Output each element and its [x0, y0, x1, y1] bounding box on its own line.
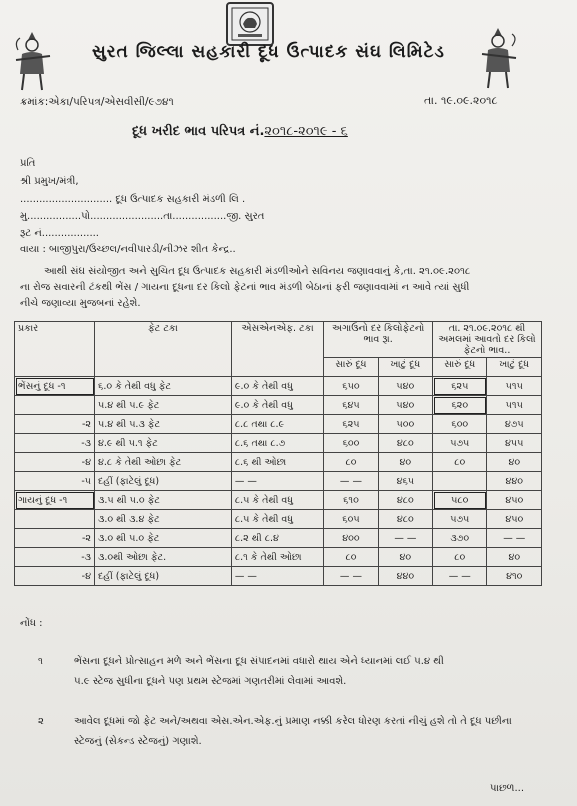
cell-old-sour: ૫૦૦: [378, 415, 432, 434]
cell-type: -૩: [15, 548, 95, 567]
header-old-rate: અગાઉનો દર કિલોફેટનો ભાવ રૂા.: [324, 322, 433, 358]
cell-type: ગાયનું દૂધ -૧: [15, 491, 95, 510]
table-row: [15, 434, 542, 453]
cell-old-good: ૬૫૦: [324, 377, 378, 396]
notes-heading: નોંધ :: [20, 618, 43, 629]
header-type: પ્રકાર: [15, 322, 95, 377]
cell-snf: ૮.૨ થી ૮.૪: [231, 529, 323, 548]
cell-old-sour: ૪૦: [378, 453, 432, 472]
cell-old-good: ૬૨૫: [324, 415, 378, 434]
cell-snf: — —: [231, 472, 323, 491]
cell-new-sour: ૪૪૦: [487, 472, 542, 491]
cell-fat: ૩.૦થી ઓછા ફેટ.: [95, 548, 232, 567]
cell-fat: ૬.૦ કે તેથી વધુ ફેટ: [95, 377, 232, 396]
cell-type: [15, 510, 95, 529]
cell-old-sour: ૫૪૦: [378, 377, 432, 396]
cell-snf: ૮.૬ થી ઓછા: [231, 453, 323, 472]
intro-paragraph: [20, 264, 560, 312]
header-snf: એસએનએફ. ટકા: [231, 322, 323, 377]
cell-type: -૫: [15, 472, 95, 491]
cell-type: [15, 396, 95, 415]
cell-new-good: ૫૮૦: [433, 491, 487, 510]
cell-new-good: ૮૦: [433, 548, 487, 567]
cell-fat: દહીં (ફાટેલું દૂધ): [95, 567, 232, 586]
address-place: મુ.................પો.......................તા.................જી. સુરત: [20, 211, 265, 222]
cell-new-sour: ૪૫૫: [487, 434, 542, 453]
cell-old-sour: ૪૮૦: [378, 510, 432, 529]
cell-snf: ૮.૫ કે તેથી વધુ: [231, 491, 323, 510]
cell-new-good: ૩૭૦: [433, 529, 487, 548]
cell-snf: ૯.૦ કે તેથી વધુ: [231, 396, 323, 415]
cell-snf: ૮.૬ તથા ૮.૭: [231, 434, 323, 453]
cell-fat: ૫.૪ થી ૫.૯ ફેટ: [95, 396, 232, 415]
org-name: સુરત જિલ્લા સહકારી દૂધ ઉત્પાદક સંઘ લિમિટેડ: [92, 42, 445, 62]
cell-old-good: — —: [324, 472, 378, 491]
cell-old-good: — —: [324, 567, 378, 586]
cell-new-sour: ૪૦: [487, 548, 542, 567]
cell-type: ભેંસનું દૂધ -૧: [15, 377, 95, 396]
document-title: [132, 124, 348, 139]
table-row: [15, 529, 542, 548]
table-header-row: [15, 322, 542, 358]
krishna-logo-right-icon: [476, 26, 520, 90]
cell-type: -૪: [15, 567, 95, 586]
cell-new-good: [433, 472, 487, 491]
table-row: [15, 396, 542, 415]
cell-type: -૨: [15, 415, 95, 434]
cell-fat: ૩.૦ થી ૩.૪ ફેટ: [95, 510, 232, 529]
cell-old-good: ૪૦૦: [324, 529, 378, 548]
cell-old-good: ૮૦: [324, 548, 378, 567]
note-2: [38, 712, 558, 752]
cell-new-sour: — —: [487, 529, 542, 548]
cell-type: -૪: [15, 453, 95, 472]
cell-old-sour: ૪૦: [378, 548, 432, 567]
cell-new-sour: ૪૫૦: [487, 491, 542, 510]
continued-marker: પાછળ...: [490, 783, 525, 794]
header-old-sour: ખાટું દૂધ: [378, 358, 432, 377]
cell-snf: — —: [231, 567, 323, 586]
address-via: વાયા : બાજીપુરા/ઉચ્છલ/નવીપારડી/નીઝર શીત કેન્દ્ર..: [20, 244, 236, 255]
table-row: [15, 415, 542, 434]
cell-new-sour: ૪૭૫: [487, 415, 542, 434]
note-text: ૫.૯ સ્ટેજ સુધીના દૂધને પણ પ્રથમ સ્ટેજમાં ગણતરીમાં લેવામાં આવશે.: [74, 676, 347, 687]
cell-snf: ૯.૦ કે તેથી વધુ: [231, 377, 323, 396]
cell-fat: ૫.૪ થી ૫.૩ ફેટ: [95, 415, 232, 434]
note-number: ૨: [38, 716, 44, 727]
cell-old-good: ૬૦૫: [324, 510, 378, 529]
cell-new-sour: ૪૫૦: [487, 510, 542, 529]
table-row: [15, 453, 542, 472]
cell-new-sour: ૫૧૫: [487, 396, 542, 415]
cell-old-sour: ૫૪૦: [378, 396, 432, 415]
cell-snf: ૮.૧ કે તેથી ઓછા: [231, 548, 323, 567]
note-text: ભેંસના દૂધને પ્રોત્સાહન મળે અને ભેંસના દૂધ સંપાદનમાં વધારો થાય એને ધ્યાનમાં લઈ ૫.૪ થી: [74, 656, 444, 667]
address-society: ............................. દૂધ ઉત્પાદક સહકારી મંડળી લિ .: [20, 194, 246, 205]
cell-new-good: ૫૭૫: [433, 510, 487, 529]
cell-new-good: ૮૦: [433, 453, 487, 472]
cell-old-sour: ૪૮૦: [378, 491, 432, 510]
cell-fat: ૩.૦ થી ૫.૦ ફેટ: [95, 529, 232, 548]
note-text: આવેલ દૂધમાં જો ફેટ અને/અથવા એસ.એન.એફ.નું પ્રમાણ નક્કી કરેલ ધોરણ કરતાં નીચું હશે તો તે દૂધ પછીના: [74, 716, 512, 727]
cell-type: -૩: [15, 434, 95, 453]
address-recipient: શ્રી પ્રમુખ/મંત્રી,: [20, 176, 79, 187]
header-new-rate: તા. ૨૧.૦૯.૨૦૧૮ થી અમલમાં આવતો દર કિલો ફેટનો ભાવ..: [433, 322, 542, 358]
reference-number: ક્રમાંક:એકા/પરિપત્ર/એસવીસી/૯૭૪૧: [20, 96, 174, 108]
cell-old-good: ૬૧૦: [324, 491, 378, 510]
cell-new-good: ૬૦૦: [433, 415, 487, 434]
table-row: [15, 491, 542, 510]
address-route: રૂટ નં..................: [20, 228, 99, 239]
header-new-good: સારું દૂધ: [433, 358, 487, 377]
note-1: [38, 652, 558, 692]
cell-new-good: ૫૭૫: [433, 434, 487, 453]
issue-date: તા. ૧૯.૦૯.૨૦૧૮: [424, 94, 498, 107]
cell-old-sour: ૪૪૦: [378, 567, 432, 586]
cell-new-good: ૬૨૦: [433, 396, 487, 415]
table-row: [15, 567, 542, 586]
circular-number: ૨૦૧૮-૨૦૧૯ - ૬: [264, 124, 348, 139]
intro-line: આથી સંઘ સંયોજીત અને સુચિત દૂધ ઉત્પાદક સહકારી મંડળીઓને સવિનય જણાવવાનું કે,તા. ૨૧.૦૯.૨૦૧૮: [44, 266, 471, 277]
address-to: પ્રતિ: [20, 158, 36, 169]
cell-old-sour: — —: [378, 529, 432, 548]
intro-line: નીચે જણાવ્યા મુજબનાં રહેશે.: [20, 298, 141, 309]
milk-rate-table: [14, 321, 542, 586]
cell-old-good: ૬૦૦: [324, 434, 378, 453]
cell-new-sour: ૪૧૦: [487, 567, 542, 586]
title-prefix: દૂધ ખરીદ ભાવ પરિપત્ર નં.: [132, 124, 265, 139]
table-row: [15, 472, 542, 491]
cell-snf: ૮.૫ કે તેથી વધુ: [231, 510, 323, 529]
cell-new-good: — —: [433, 567, 487, 586]
cell-type: -૨: [15, 529, 95, 548]
cell-old-good: ૮૦: [324, 453, 378, 472]
table-row: [15, 510, 542, 529]
note-number: ૧: [38, 656, 43, 667]
header-fat: ફેટ ટકા: [95, 322, 232, 377]
header-old-good: સારું દૂધ: [324, 358, 378, 377]
table-row: [15, 377, 542, 396]
table-row: [15, 548, 542, 567]
cell-new-sour: ૪૦: [487, 453, 542, 472]
cell-snf: ૮.૮ તથા ૮.૯: [231, 415, 323, 434]
krishna-logo-left-icon: [12, 30, 54, 92]
cell-new-good: ૬૨૫: [433, 377, 487, 396]
note-text: સ્ટેજનું (સેકન્ડ સ્ટેજનું) ગણાશે.: [74, 736, 202, 747]
cell-old-sour: ૪૮૦: [378, 434, 432, 453]
emblem-icon: [226, 2, 274, 46]
cell-old-good: ૬૪૫: [324, 396, 378, 415]
cell-fat: ૪.૯ થી ૫.૧ ફેટ: [95, 434, 232, 453]
intro-line: ના રોજ સવારની ટંકથી ભેંસ / ગાયના દૂધના દર કિલો ફેટનાં ભાવ મંડળી બેઠાનાં ફરી જણાવવામાં ન આવે ત્યાં સુધી: [20, 282, 470, 293]
cell-fat: ૪.૮ કે તેથી ઓછા ફેટ: [95, 453, 232, 472]
cell-new-sour: ૫૧૫: [487, 377, 542, 396]
cell-fat: ૩.૫ થી ૫.૦ ફેટ: [95, 491, 232, 510]
header-new-sour: ખાટું દૂધ: [487, 358, 542, 377]
cell-fat: દહીં (ફાટેલું દૂધ): [95, 472, 232, 491]
cell-old-sour: ૪૬૫: [378, 472, 432, 491]
